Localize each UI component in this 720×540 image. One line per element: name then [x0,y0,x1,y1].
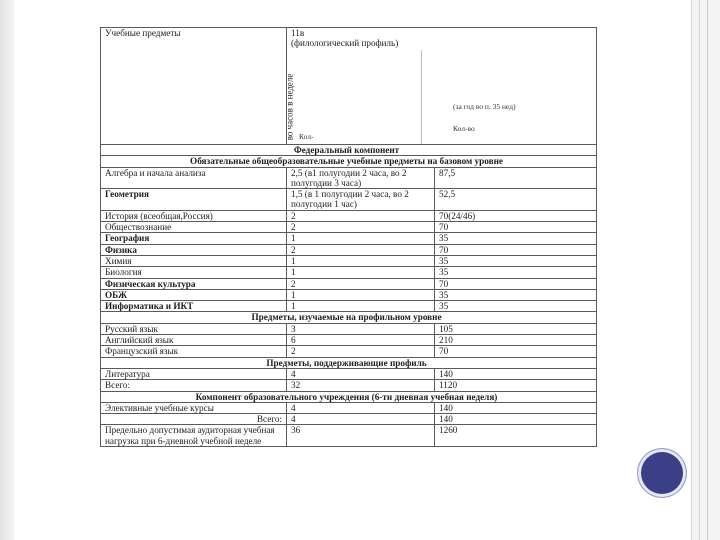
cell-subject: Информатика и ИКТ [101,301,287,312]
cell-hours: 3 [287,323,435,334]
table-row [101,255,597,266]
section-row [101,145,597,156]
cell-hours: 6 [287,335,435,346]
table-row [101,222,597,233]
subjects-header-cell [101,28,287,145]
cell-subject: Химия [101,255,287,266]
profile-label: (филологический профиль) [291,38,399,49]
table-row [101,335,597,346]
cell-total: 87,5 [435,167,597,189]
cell-total: 70(24/46) [435,210,597,221]
table-row [101,244,597,255]
class-header-cell [284,28,597,145]
table-row [101,402,597,413]
cell-total: 1120 [435,380,597,391]
tiny-label: Кол-во [453,124,475,133]
cell-subject: История (всеобщая,Россия) [101,210,287,221]
cell-hours: 2 [287,222,435,233]
section-row [101,156,597,167]
slide-frame-right [691,0,720,540]
cell-subject: Предельно допустимая аудиторная учебная нагрузка при 6-дневной учебной неделе [101,425,287,447]
cell-hours: 36 [287,425,435,447]
cell-total: 35 [435,267,597,278]
cell-subject: Всего: [101,414,287,425]
table-row [101,301,597,312]
table-row [101,167,597,189]
table-row [101,278,597,289]
cell-subject: Физическая культура [101,278,287,289]
cell-hours: 4 [287,402,435,413]
table-row [101,380,597,391]
slide-frame-line [707,0,708,540]
cell-hours: 1 [287,289,435,300]
class-label: 11в [291,28,305,38]
cell-total: 35 [435,301,597,312]
cell-total: 70 [435,278,597,289]
cell-total: 70 [435,346,597,357]
cell-subject: География [101,233,287,244]
table-row [101,210,597,221]
table-row [101,267,597,278]
cell-hours: 2 [287,210,435,221]
cell-total: 35 [435,255,597,266]
cell-hours: 2,5 (в1 полугодии 2 часа, во 2 полугодии 3 часа) [287,167,435,189]
section-profile: Предметы, изучаемые на профильном уровне [101,312,597,323]
section-institution: Компонент образовательного учреждения (6-ти дневная учебная неделя) [101,391,597,402]
cell-hours: 2 [287,346,435,357]
cell-total: 70 [435,222,597,233]
cell-total: 210 [435,335,597,346]
cell-subject: Обществознание [101,222,287,233]
cell-total: 140 [435,414,597,425]
table-row [101,189,597,211]
table-row [101,346,597,357]
table-row [101,289,597,300]
section-supporting: Предметы, поддерживающие профиль [101,357,597,368]
cell-subject: Элективные учебные курсы [101,402,287,413]
cell-total: 140 [435,368,597,379]
table-header-row [101,28,597,145]
cell-total: 35 [435,233,597,244]
table-row [101,414,597,425]
cell-hours: 4 [287,368,435,379]
header-divider [421,50,422,144]
cell-subject: Всего: [101,380,287,391]
cell-total: 105 [435,323,597,334]
cell-hours: 1 [287,233,435,244]
cell-subject: Английский язык [101,335,287,346]
cell-hours: 4 [287,414,435,425]
cell-subject: Физика [101,244,287,255]
slide-frame-line [699,0,700,540]
cell-total: 35 [435,289,597,300]
cell-subject: ОБЖ [101,289,287,300]
subjects-header-label: Учебные предметы [105,28,181,38]
table-row [101,425,597,447]
section-federal: Федеральный компонент [101,145,597,156]
cell-subject: Русский язык [101,323,287,334]
section-row [101,312,597,323]
cell-hours: 1 [287,267,435,278]
cell-subject: Французский язык [101,346,287,357]
cell-subject: Алгебра и начала анализа [101,167,287,189]
slide-frame-left [0,0,14,540]
tiny-label: (за год во п. 35 нед) [453,102,516,111]
cell-hours: 2 [287,278,435,289]
cell-total: 70 [435,244,597,255]
tiny-label: Кол- [299,131,314,141]
cell-total: 1260 [435,425,597,447]
cell-hours: 1 [287,301,435,312]
cell-hours: 2 [287,244,435,255]
cell-subject: Литература [101,368,287,379]
cell-subject: Геометрия [101,189,287,211]
section-mandatory: Обязательные общеобразовательные учебные предметы на базовом уровне [101,156,597,167]
cell-hours: 1,5 (в 1 полугодии 2 часа, во 2 полугодии 1 час) [287,189,435,211]
decorative-circle [638,449,686,497]
table-row [101,368,597,379]
rotated-hours-label: во часов в неделе [284,73,295,140]
cell-total: 52,5 [435,189,597,211]
cell-total: 140 [435,402,597,413]
section-row [101,357,597,368]
section-row [101,391,597,402]
curriculum-document [100,27,596,485]
cell-subject: Биология [101,267,287,278]
curriculum-table [100,27,597,447]
cell-hours: 32 [287,380,435,391]
cell-hours: 1 [287,255,435,266]
table-row [101,323,597,334]
table-row [101,233,597,244]
